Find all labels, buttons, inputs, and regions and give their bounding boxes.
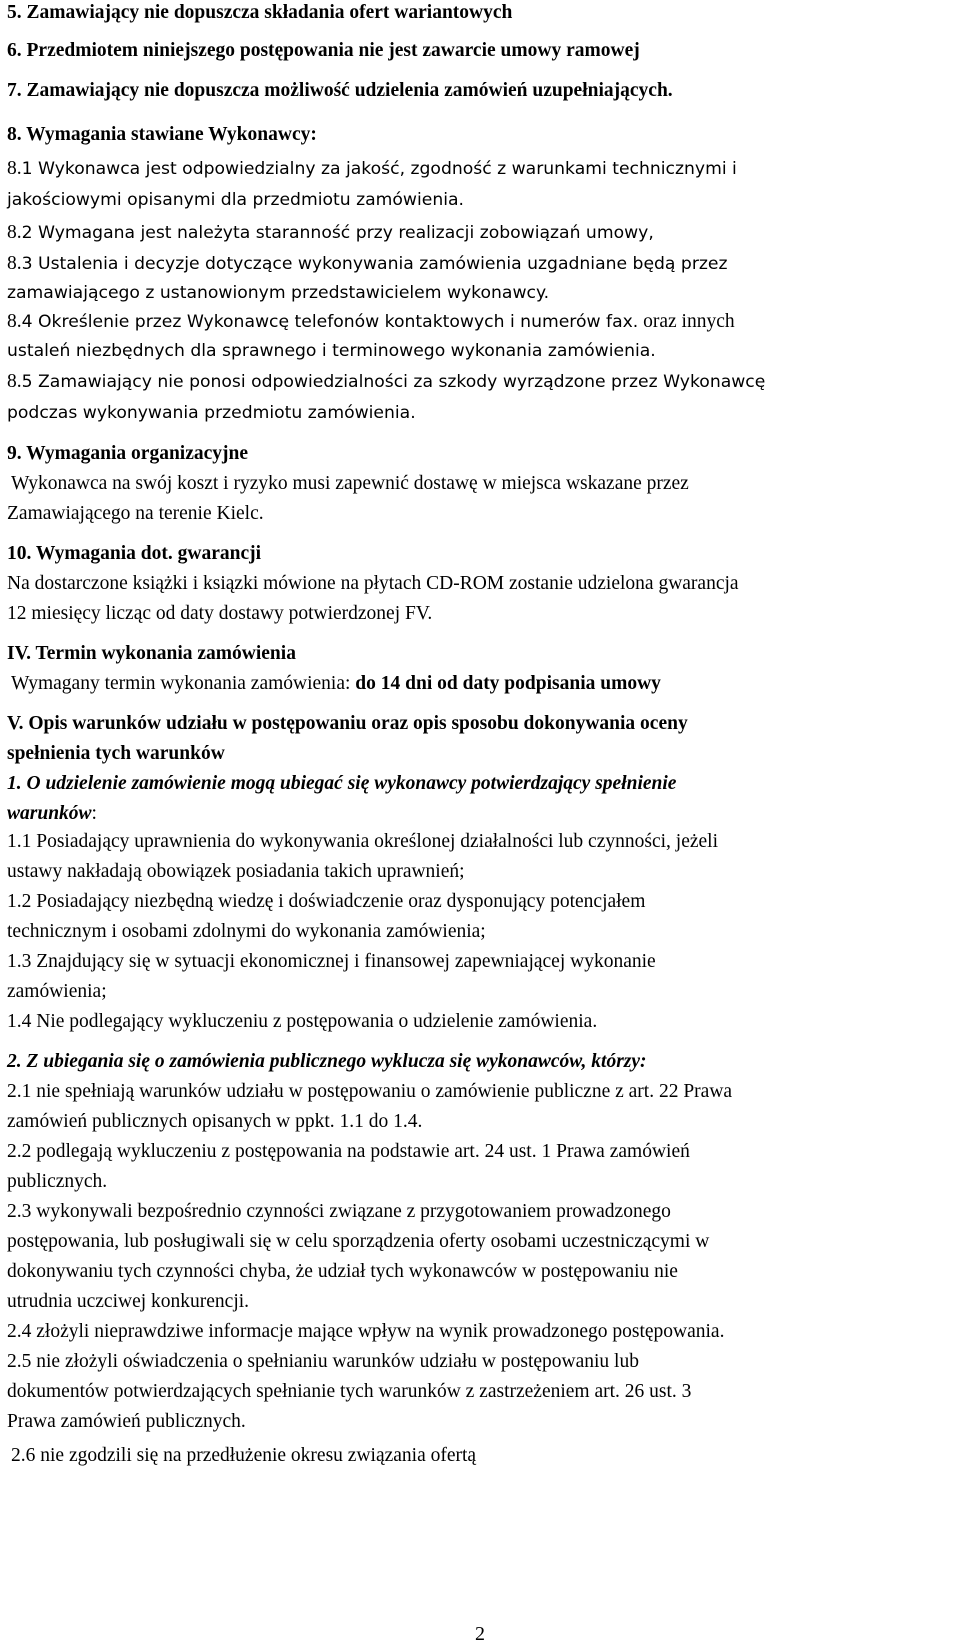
text-segment: Wykonawca na swój koszt i ryzyko musi zapewnić dostawę w miejsca wskazane przez: [11, 473, 689, 494]
text-line: [7, 1079, 732, 1105]
text-segment: zamówień publicznych opisanych w ppkt. 1.1 do 1.4.: [7, 1111, 423, 1132]
text-line: [7, 0, 512, 26]
text-segment: Wymagany termin wykonania zamówienia:: [11, 673, 356, 694]
text-segment: 1.1 Posiadający uprawnienia do wykonywania określonej działalności lub czynności, jeżeli: [7, 831, 718, 852]
text-segment: Na dostarczone książki i ksiązki mówione na płytach CD-ROM zostanie udzielona gwarancja: [7, 573, 739, 594]
text-line: [7, 641, 296, 667]
page-number: 2: [475, 1623, 485, 1645]
text-line: [7, 1349, 639, 1375]
text-segment: 8.: [7, 158, 22, 179]
text-segment: zamówienia;: [7, 981, 107, 1002]
text-segment: 3 Ustalenia i decyzje dotyczące wykonywania zamówienia uzgadniane będą przez: [21, 254, 728, 274]
text-line: [7, 571, 739, 597]
text-line: [7, 889, 645, 915]
text-segment: spełnienia tych warunków: [7, 743, 225, 764]
text-segment: utrudnia uczciwej konkurencji.: [7, 1291, 250, 1312]
text-segment: 12 miesięcy licząc od daty dostawy potwierdzonej FV.: [7, 603, 433, 624]
text-line: [7, 1289, 249, 1315]
text-line: [7, 1259, 678, 1285]
text-line: [7, 251, 728, 277]
text-segment: 2.1 nie spełniają warunków udziału w postępowaniu o zamówienie publiczne z art. 22 Prawa: [7, 1081, 733, 1102]
text-segment: 1.2 Posiadający niezbędną wiedzę i doświadczenie oraz dysponujący potencjałem: [7, 891, 646, 912]
text-segment: 8.: [7, 253, 22, 274]
text-segment: dokonywaniu tych czynności chyba, że udział tych wykonawców w postępowaniu nie: [7, 1261, 678, 1282]
text-segment: ustaleń niezbędnych dla sprawnego i terminowego wykonania zamówienia.: [7, 341, 656, 361]
text-segment: 1. O udzielenie zamówienie mogą ubiegać się wykonawcy potwierdzający spełnienie: [7, 773, 677, 794]
text-line: [7, 711, 688, 737]
text-segment: 2.6 nie zgodzili się na przedłużenie okresu związania ofertą: [11, 1445, 477, 1466]
text-segment: 8.: [7, 222, 22, 243]
text-segment: 7. Zamawiający nie dopuszcza możliwość udzielenia zamówień uzupełniających.: [7, 80, 673, 101]
text-segment: oraz innych: [638, 311, 735, 332]
text-line: [7, 859, 465, 885]
text-segment: 1.3 Znajdujący się w sytuacji ekonomicznej i finansowej zapewniającej wykonanie: [7, 951, 656, 972]
text-segment: podczas wykonywania przedmiotu zamówienia.: [7, 403, 416, 423]
text-segment: Zamawiającego na terenie Kielc.: [7, 503, 264, 524]
text-line: [7, 1319, 724, 1345]
text-segment: 5. Zamawiający nie dopuszcza składania ofert wariantowych: [7, 2, 513, 23]
text-line: [7, 122, 317, 148]
text-line: [7, 501, 264, 527]
text-segment: 8.: [7, 371, 22, 392]
text-line: [7, 1169, 107, 1195]
text-segment: 8. Wymagania stawiane Wykonawcy:: [7, 124, 317, 145]
text-line: [7, 1009, 597, 1035]
text-segment: 2.4 złożyli nieprawdziwe informacje mające wpływ na wynik prowadzonego postępowania.: [7, 1321, 725, 1342]
text-line: [7, 1199, 671, 1225]
text-line: [7, 919, 486, 945]
text-segment: 5 Zamawiający nie ponosi odpowiedzialności za szkody wyrządzone przez Wykonawcę: [21, 372, 766, 392]
text-segment: 1 Wykonawca jest odpowiedzialny za jakość, zgodność z warunkami technicznymi i: [21, 159, 737, 179]
text-segment: 10. Wymagania dot. gwarancji: [7, 543, 262, 564]
text-segment: Prawa zamówień publicznych.: [7, 1411, 246, 1432]
text-segment: do 14 dni od daty podpisania umowy: [355, 673, 661, 694]
text-line: [7, 1109, 422, 1135]
text-segment: 1.4 Nie podlegający wykluczeniu z postępowania o udzielenie zamówienia.: [7, 1011, 598, 1032]
text-segment: ustawy nakładają obowiązek posiadania takich uprawnień;: [7, 861, 465, 882]
text-line: [7, 187, 464, 213]
text-segment: technicznym i osobami zdolnymi do wykonania zamówienia;: [7, 921, 486, 942]
text-segment: 2.3 wykonywali bezpośrednio czynności związane z przygotowaniem prowadzonego: [7, 1201, 671, 1222]
text-line: [7, 220, 654, 246]
text-line: [7, 1229, 709, 1255]
text-line: [7, 601, 432, 627]
text-segment: zamawiającego z ustanowionym przedstawicielem wykonawcy.: [7, 283, 550, 303]
text-line: [7, 949, 656, 975]
text-line: [7, 1139, 690, 1165]
text-segment: IV. Termin wykonania zamówienia: [7, 643, 296, 664]
text-segment: publicznych.: [7, 1171, 108, 1192]
text-segment: 2.2 podlegają wykluczeniu z postępowania na podstawie art. 24 ust. 1 Prawa zamówień: [7, 1141, 690, 1162]
text-line: [7, 771, 676, 797]
text-line: [7, 400, 416, 426]
text-segment: dokumentów potwierdzających spełnianie tych warunków z zastrzeżeniem art. 26 ust. 3: [7, 1381, 692, 1402]
text-line: [7, 38, 640, 64]
text-line: [7, 1409, 246, 1435]
text-line: [7, 369, 765, 395]
text-line: [7, 78, 673, 104]
text-segment: jakościowymi opisanymi dla przedmiotu zamówienia.: [7, 190, 464, 210]
text-line: [7, 280, 549, 306]
text-segment: 2.5 nie złożyli oświadczenia o spełnianiu warunków udziału w postępowaniu lub: [7, 1351, 639, 1372]
text-line: [7, 441, 248, 467]
text-segment: :: [91, 803, 97, 824]
text-line: [11, 671, 661, 697]
text-line: [7, 829, 718, 855]
text-line: [7, 541, 261, 567]
text-line: [7, 156, 737, 182]
text-line: [7, 338, 656, 364]
text-segment: 9. Wymagania organizacyjne: [7, 443, 249, 464]
text-line: [7, 801, 97, 827]
text-line: [7, 741, 225, 767]
text-line: [7, 1049, 647, 1075]
text-segment: warunków: [7, 803, 92, 824]
text-line: [7, 979, 107, 1005]
text-line: [11, 471, 689, 497]
text-segment: 2. Z ubiegania się o zamówienia publicznego wyklucza się wykonawców, którzy:: [7, 1051, 647, 1072]
text-segment: 2 Wymagana jest należyta staranność przy realizacji zobowiązań umowy,: [21, 223, 654, 243]
text-segment: postępowania, lub posługiwali się w celu sporządzenia oferty osobami uczestniczącymi w: [7, 1231, 710, 1252]
text-segment: 4 Określenie przez Wykonawcę telefonów kontaktowych i numerów fax.: [21, 312, 639, 332]
text-segment: 8.: [7, 311, 22, 332]
text-segment: V. Opis warunków udziału w postępowaniu oraz opis sposobu dokonywania oceny: [7, 713, 688, 734]
text-line: [7, 309, 735, 335]
text-line: [11, 1443, 476, 1469]
text-line: [7, 1379, 691, 1405]
text-segment: 6. Przedmiotem niniejszego postępowania nie jest zawarcie umowy ramowej: [7, 40, 640, 61]
